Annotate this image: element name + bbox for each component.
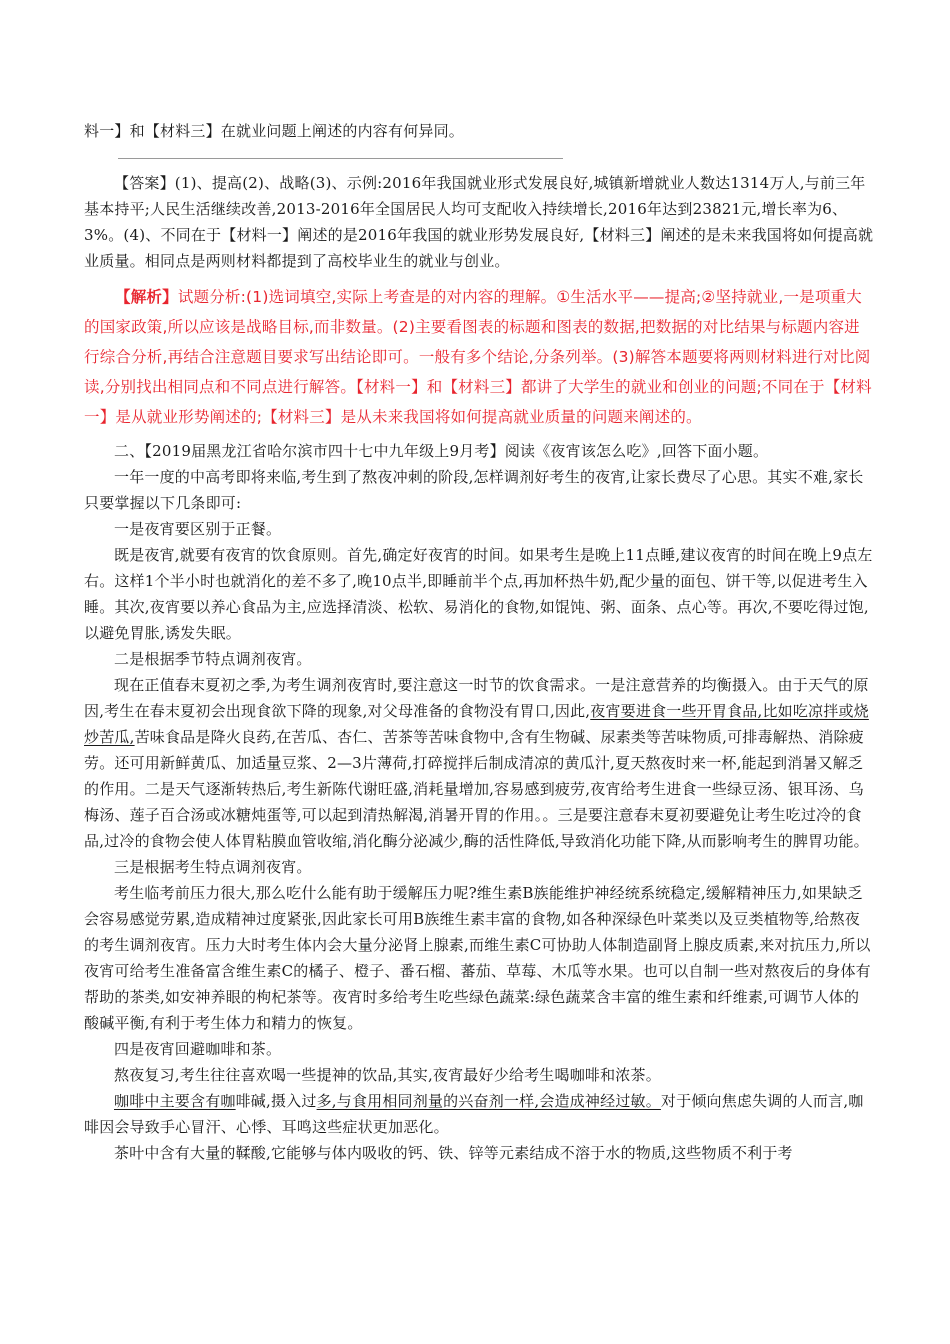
question-prompt-tail: 料一】和【材料三】在就业问题上阐述的内容有何异同。 bbox=[84, 122, 465, 140]
analysis-tag: 【解析】 bbox=[115, 288, 178, 306]
paragraph-2-underlined: 夜宵要进食一些开胃食品,比如吃凉拌或烧炒苦瓜, bbox=[84, 702, 869, 746]
divider-line bbox=[118, 158, 563, 159]
paragraph-2-text-b: 苦味食品是降火良药,在苦瓜、杏仁、苦茶等苦味食物中,含有生物碱、尿素类等苦味物质,可排毒解热、消除疲劳。还可用新鲜黄瓜、加适量豆浆、2—3片薄荷,打碎搅拌后制成清凉的黄瓜汁,夏天熬夜时来一杯,能起到消暑又解乏的作用。二是天气逐渐转热后,考生新陈代谢旺盛,消耗量增加,容易感到疲劳,夜宵给考生进食一些绿豆汤、银耳汤、乌梅汤、莲子百合汤或冰糖炖蛋等,可以起到清热解渴,消暑开胃的作用。。三是要注意春末夏初要避免让考生吃过冷的食品,过冷的食物会使人体胃粘膜血管收缩,消化酶分泌减少,酶的活性降低,导致消化功能下降,从而影响考生的脾胃功能。 bbox=[84, 728, 869, 850]
paragraph-5-underlined-1: 咖啡中主要含有咖 bbox=[114, 1092, 236, 1110]
paragraph-2-text-a: 现在正值春末夏初之季,为考生调剂夜宵时,要注意这一时节的饮食需求。一是注意营养的均衡摄入。由于天气的原因,考生在春末夏初会出现食欲下降的现象,对父母准备的食物没有胃口,因此, bbox=[84, 676, 869, 720]
paragraph-5-underlined-2: 多,与食用相同剂量的兴奋剂一样,会造成神经过敏。 bbox=[316, 1092, 661, 1110]
paragraph-5-text-a: 啡碱,摄入过 bbox=[235, 1092, 317, 1110]
section-heading-2: 二是根据季节特点调剂夜宵。 bbox=[114, 650, 312, 668]
answer-paragraph: 【答案】(1)、提高(2)、战略(3)、示例:2016年我国就业形式发展良好,城镇新增就业人数达1314万人,与前三年基本持平;人民生活继续改善,2013-2016年全国居民人均可支配收入持续增长,2016年达到23821元,增长率为6、3%。(4)、不同在于【材料一】阐述的是2016年我国的就业形势发展良好,【材料三】阐述的是未来我国将如何提高就业质量。相同点是两则材料都提到了高校毕业生的就业与创业。 bbox=[84, 174, 874, 270]
analysis-paragraph bbox=[84, 282, 874, 432]
section-paragraph-1: 既是夜宵,就要有夜宵的饮食原则。首先,确定好夜宵的时间。如果考生是晚上11点睡,建议夜宵的时间在晚上9点左右。这样1个半小时也就消化的差不多了,晚10点半,即睡前半个点,再加杯热牛奶,配少量的面包、饼干等,以促进考生入睡。其次,夜宵要以养心食品为主,应选择清淡、松软、易消化的食物,如馄饨、粥、面条、点心等。再次,不要吃得过饱,以避免胃胀,诱发失眠。 bbox=[84, 546, 873, 642]
article-intro: 一年一度的中高考即将来临,考生到了熬夜冲刺的阶段,怎样调剂好考生的夜宵,让家长费尽了心思。其实不难,家长只要掌握以下几条即可: bbox=[84, 468, 864, 512]
section-heading-3: 三是根据考生特点调剂夜宵。 bbox=[114, 858, 312, 876]
section-paragraph-2 bbox=[84, 672, 874, 854]
question-two-heading: 二、【2019届黑龙江省哈尔滨市四十七中九年级上9月考】阅读《夜宵该怎么吃》,回答下面小题。 bbox=[114, 442, 769, 460]
analysis-text: 试题分析:(1)选词填空,实际上考查是的对内容的理解。①生活水平——提高;②坚持就业,一是项重大的国家政策,所以应该是战略目标,而非数量。(2)主要看图表的标题和图表的数据,把数据的对比结果与标题内容进行综合分析,再结合注意题目要求写出结论即可。一般有多个结论,分条列举。(3)解答本题要将两则材料进行对比阅读,分别找出相同点和不同点进行解答。【材料一】和【材料三】都讲了大学生的就业和创业的问题;不同在于【材料一】是从就业形势阐述的;【材料三】是从未来我国将如何提高就业质量的问题来阐述的。 bbox=[84, 288, 872, 426]
section-paragraph-4: 熬夜复习,考生往往喜欢喝一些提神的饮品,其实,夜宵最好少给考生喝咖啡和浓茶。 bbox=[114, 1066, 661, 1084]
section-heading-4: 四是夜宵回避咖啡和茶。 bbox=[114, 1040, 282, 1058]
document-body bbox=[84, 118, 874, 1166]
section-paragraph-6: 茶叶中含有大量的鞣酸,它能够与体内吸收的钙、铁、锌等元素结成不溶于水的物质,这些物质不利于考 bbox=[114, 1144, 793, 1162]
paragraph-5-text-b: 对于倾向焦虑失调的人而言,咖啡因会导致手心冒汗、心悸、耳鸣这些症状更加恶化。 bbox=[84, 1092, 864, 1136]
section-paragraph-3: 考生临考前压力很大,那么吃什么能有助于缓解压力呢?维生素B族能维护神经统系统稳定,缓解精神压力,如果缺乏会容易感觉劳累,造成精神过度紧张,因此家长可用B族维生素丰富的食物,如各种深绿色叶菜类以及豆类植物等,给熬夜的考生调剂夜宵。压力大时考生体内会大量分泌肾上腺素,而维生素C可协助人体制造副肾上腺皮质素,来对抗压力,所以夜宵可给考生准备富含维生素C的橘子、橙子、番石榴、蕃茄、草莓、木瓜等水果。也可以自制一些对熬夜后的身体有帮助的茶类,如安神养眼的枸杞茶等。夜宵时多给考生吃些绿色蔬菜:绿色蔬菜含丰富的维生素和纤维素,可调节人体的酸碱平衡,有利于考生体力和精力的恢复。 bbox=[84, 884, 871, 1032]
section-paragraph-5 bbox=[84, 1088, 874, 1140]
section-heading-1: 一是夜宵要区别于正餐。 bbox=[114, 520, 282, 538]
